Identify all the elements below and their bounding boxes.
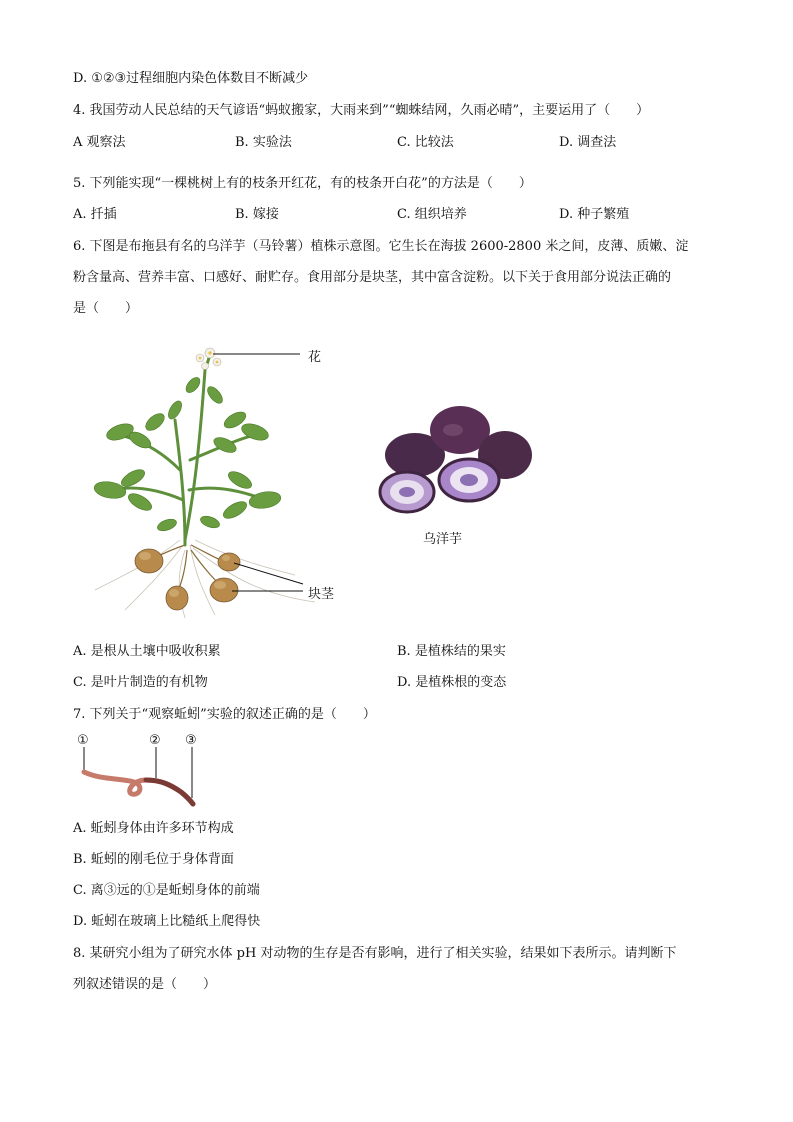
q7-option-c: C. 离③远的①是蚯蚓身体的前端: [73, 883, 260, 898]
q6-option-b: B. 是植株结的果实: [397, 644, 506, 659]
earthworm-label-3: ③: [185, 733, 197, 748]
purple-potato-illustration: [375, 400, 540, 520]
q7-option-d: D. 蚯蚓在玻璃上比糙纸上爬得快: [73, 914, 261, 929]
q4-option-d: D. 调查法: [559, 135, 617, 150]
q5-stem: 5. 下列能实现“一棵桃树上有的枝条开红花，有的枝条开白花”的方法是（ ）: [73, 176, 532, 191]
label-tuber: 块茎: [308, 587, 335, 602]
q6-stem-line-2: 粉含量高、营养丰富、口感好、耐贮存。食用部分是块茎，其中富含淀粉。以下关于食用部分说法正确的: [73, 270, 672, 285]
q7-option-b: B. 蚯蚓的刚毛位于身体背面: [73, 852, 234, 867]
q8-stem-line-2: 列叙述错误的是（ ）: [73, 977, 217, 992]
label-flower: 花: [308, 350, 322, 365]
q6-stem-line-3: 是（ ）: [73, 301, 139, 316]
q5-option-b: B. 嫁接: [235, 207, 279, 222]
q7-option-a: A. 蚯蚓身体由许多环节构成: [73, 821, 234, 836]
q4-option-c: C. 比较法: [397, 135, 454, 150]
q6-option-d: D. 是植株根的变态: [397, 675, 507, 690]
q6-option-c: C. 是叶片制造的有机物: [73, 675, 208, 690]
q5-option-c: C. 组织培养: [397, 207, 467, 222]
q6-option-a: A. 是根从土壤中吸收积累: [73, 644, 221, 659]
q6-stem-line-1: 6. 下图是布拖县有名的乌洋芋（马铃薯）植株示意图。它生长在海拔 2600-2800 米之间，皮薄、质嫩、淀: [73, 239, 689, 254]
earthworm-label-2: ②: [149, 733, 161, 748]
purple-potato-photo: [375, 400, 540, 520]
q5-option-a: A. 扦插: [73, 207, 117, 222]
earthworm-label-1: ①: [77, 733, 89, 748]
q4-option-a: A 观察法: [73, 135, 126, 150]
q4-option-b: B. 实验法: [235, 135, 292, 150]
q4-stem: 4. 我国劳动人民总结的天气谚语“蚂蚁搬家，大雨来到”“蜘蛛结网，久雨必晴”，主要运用了（ ）: [73, 103, 650, 118]
q7-stem: 7. 下列关于“观察蚯蚓”实验的叙述正确的是（ ）: [73, 707, 376, 722]
q5-option-d: D. 种子繁殖: [559, 207, 630, 222]
q3-option-d: D. ①②③过程细胞内染色体数目不断减少: [73, 71, 309, 86]
potato-caption: 乌洋芋: [423, 532, 463, 547]
q8-stem-line-1: 8. 某研究小组为了研究水体 pH 对动物的生存是否有影响，进行了相关实验，结果如下表所示。请判断下: [73, 946, 677, 961]
